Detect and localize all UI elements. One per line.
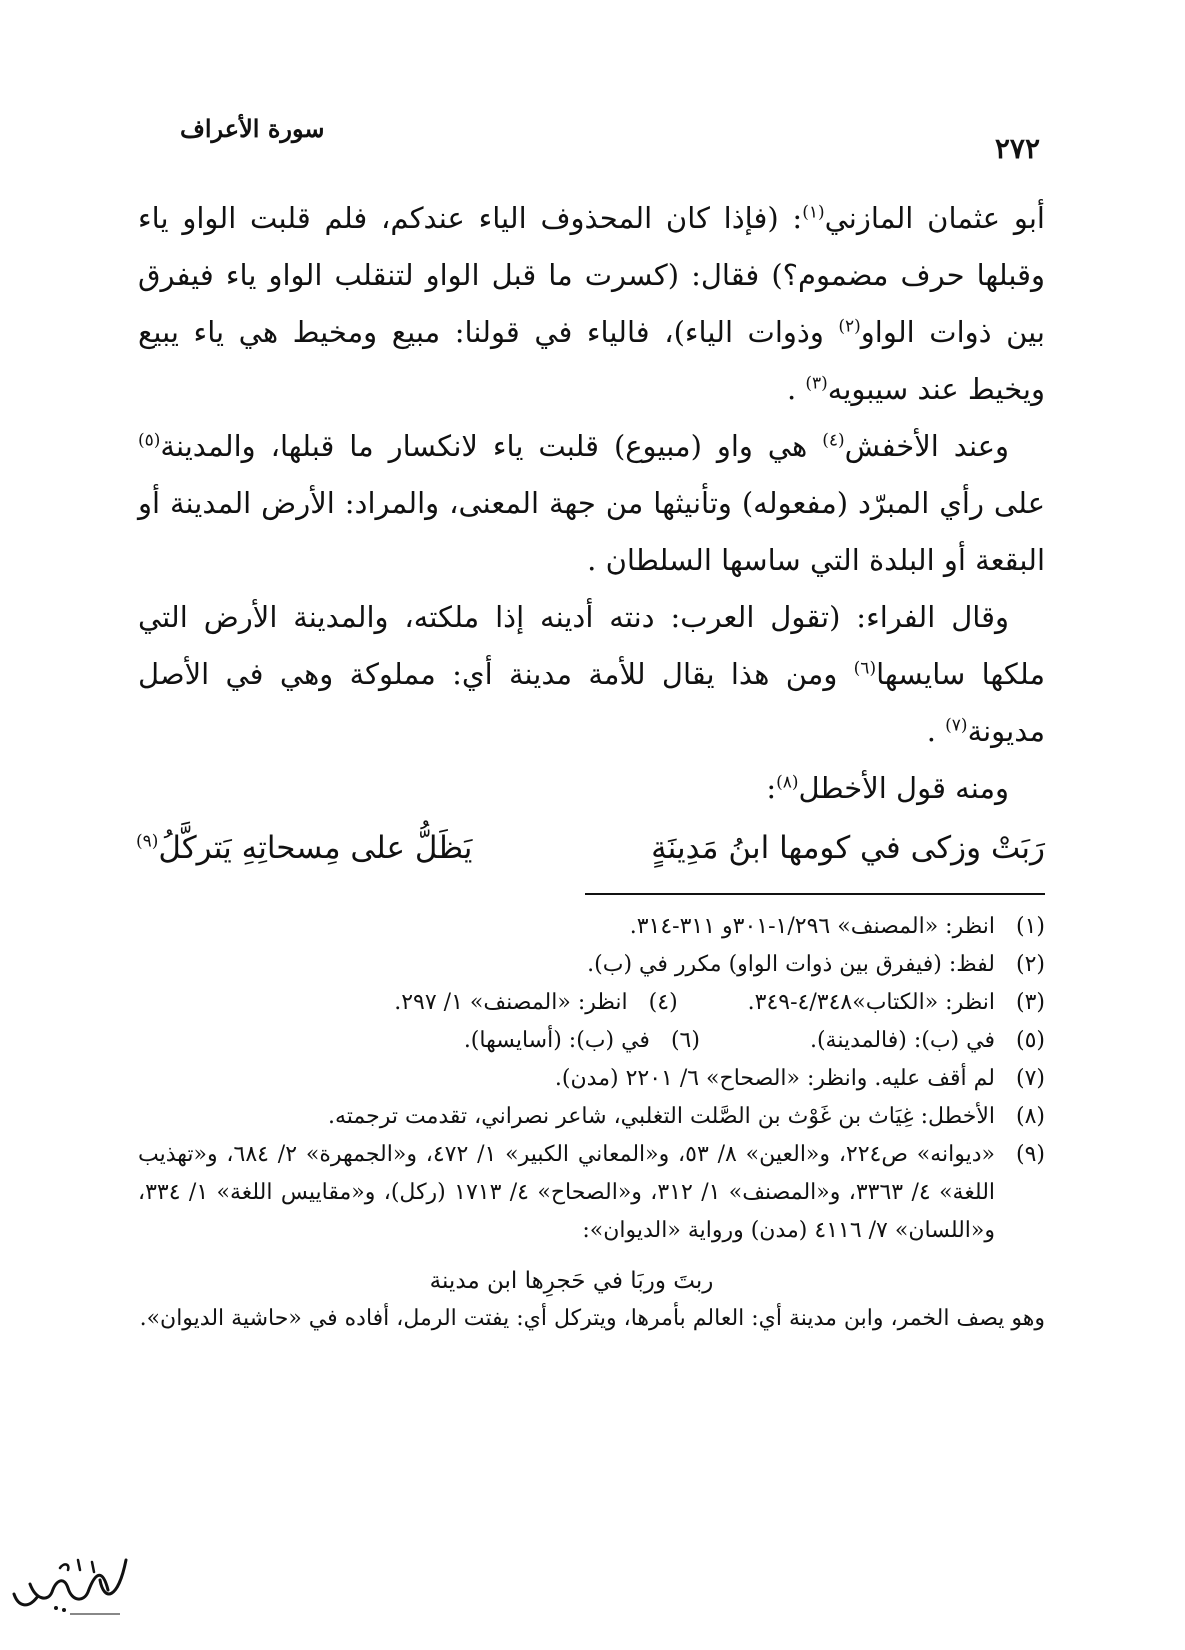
footnote-9-explanation: وهو يصف الخمر، وابن مدينة أي: العالم بأمرها، ويتركل أي: يفتت الرمل، أفاده في «حاشية الديوان». bbox=[139, 1306, 1045, 1331]
footnote-ref-2[interactable]: (٢) bbox=[838, 316, 861, 337]
paragraph-4: ومنه قول الأخطل$^{(٨)}$: bbox=[766, 771, 1009, 805]
footnote-ref-3[interactable]: (٣) bbox=[805, 373, 828, 394]
footnote-7: (٧) لم أقف عليه. وانظر: «الصحاح» ٦/ ٢٢٠١ (مدن). bbox=[554, 1066, 1045, 1091]
calligraphy-logo-icon-graphic bbox=[8, 1540, 133, 1620]
paragraph-1: أبو عثمان المازني$^{(١)}$: (فإذا كان المحذوف الياء عندكم، فلم قلبت الواو ياء وقبلها حرف مضموم؟) فقال: (كسرت ما قبل الواو لتنقلب الواو ياء فيفرق بين ذوات الواو$^{(٢)}$ وذوات الياء)، فالياء في قولنا: مبيع ومخيط هي ياء يبيع ويخيط عند سيبويه$^{(٣)}$ . bbox=[138, 201, 1045, 406]
footnote-5: في (ب): (فالمدينة). bbox=[809, 1028, 995, 1053]
footnote-6: في (ب): (أسايسها). bbox=[463, 1028, 650, 1053]
footnotes bbox=[138, 908, 1045, 1338]
footnote-ref-6[interactable]: (٦) bbox=[853, 658, 877, 679]
footnote-ref-9[interactable]: (٩) bbox=[136, 831, 159, 852]
footnote-8: (٨) الأخطل: غِيَاث بن غَوْث بن الصَّلت التغلبي، شاعر نصراني، تقدمت ترجمته. bbox=[327, 1104, 1045, 1129]
paragraph-2: وعند الأخفش$^{(٤)}$ هي واو (مبيوع) قلبت ياء لانكسار ما قبلها، والمدينة$^{(٥)}$ على رأي المبرّد (مفعوله) وتأنيثها من جهة المعنى، والمراد: الأرض المدينة أو البقعة أو البلدة التي ساسها السلطان . bbox=[138, 429, 1045, 577]
footnote-5-6: (٥) في (ب): (فالمدينة). (٦) في (ب): (أسايسها). bbox=[138, 1022, 1045, 1060]
running-title: سورة الأعراف bbox=[180, 114, 325, 143]
page-header bbox=[180, 100, 1040, 165]
footnote-ref-1[interactable]: (١) bbox=[802, 202, 825, 223]
footnote-separator bbox=[585, 893, 1045, 895]
main-text bbox=[138, 190, 1045, 817]
paragraph-3: وقال الفراء: (تقول العرب: دنته أدينه إذا ملكته، والمدينة الأرض التي ملكها سايسها$^{(٦)}$ ومن هذا يقال للأمة مدينة أي: مملوكة وهي في الأصل مديونة$^{(٧)}$ . bbox=[138, 600, 1046, 748]
footnote-3-4: (٣) انظر: «الكتاب»٤/٣٤٨-٣٤٩. (٤) انظر: «المصنف» ١/ ٢٩٧. bbox=[138, 984, 1045, 1022]
poetry-verse bbox=[136, 830, 1045, 866]
footnote-9: (٩) «ديوانه» ص٢٢٤، و«العين» ٨/ ٥٣، و«المعاني الكبير» ١/ ٤٧٢، و«الجمهرة» ٢/ ٦٨٤، و«تهذيب اللغة» ٤/ ٣٣٦٣، و«المصنف» ١/ ٣١٢، و«الصحاح» ٤/ ١٧١٣ (ركل)، و«مقاييس اللغة» ١/ ٣٣٤، و«اللسان» ٧/ ٤١١٦ (مدن) ورواية «الديوان»: bbox=[138, 1142, 1045, 1243]
footnote-ref-4[interactable]: (٤) bbox=[822, 430, 845, 451]
footnote-9-verse: ربتَ وربَا في حَجرِها ابن مدينة bbox=[429, 1268, 714, 1294]
page-number: ٢٧٢ bbox=[994, 132, 1040, 165]
verse-first-hemistich: رَبَتْ وزكى في كومها ابنُ مَدِينَةٍ bbox=[651, 830, 1045, 866]
calligraphy-logo-icon bbox=[8, 1540, 133, 1620]
footnote-4: انظر: «المصنف» ١/ ٢٩٧. bbox=[394, 990, 628, 1015]
footnote-1: (١) انظر: «المصنف» ١/٢٩٦-٣٠١و ٣١١-٣١٤. bbox=[629, 914, 1045, 939]
footnote-2: (٢) لفظ: (فيفرق بين ذوات الواو) مكرر في (ب). bbox=[587, 952, 1045, 977]
footnote-ref-7[interactable]: (٧) bbox=[945, 715, 968, 736]
footnote-3: انظر: «الكتاب»٤/٣٤٨-٣٤٩. bbox=[747, 990, 995, 1015]
footnote-ref-8[interactable]: (٨) bbox=[776, 772, 799, 793]
verse-second-hemistich: يَظَلُّ على مِسحاتِهِ يَتركَّلُ$^{(٩)}$ bbox=[136, 830, 473, 866]
footnote-ref-5[interactable]: (٥) bbox=[138, 430, 161, 451]
